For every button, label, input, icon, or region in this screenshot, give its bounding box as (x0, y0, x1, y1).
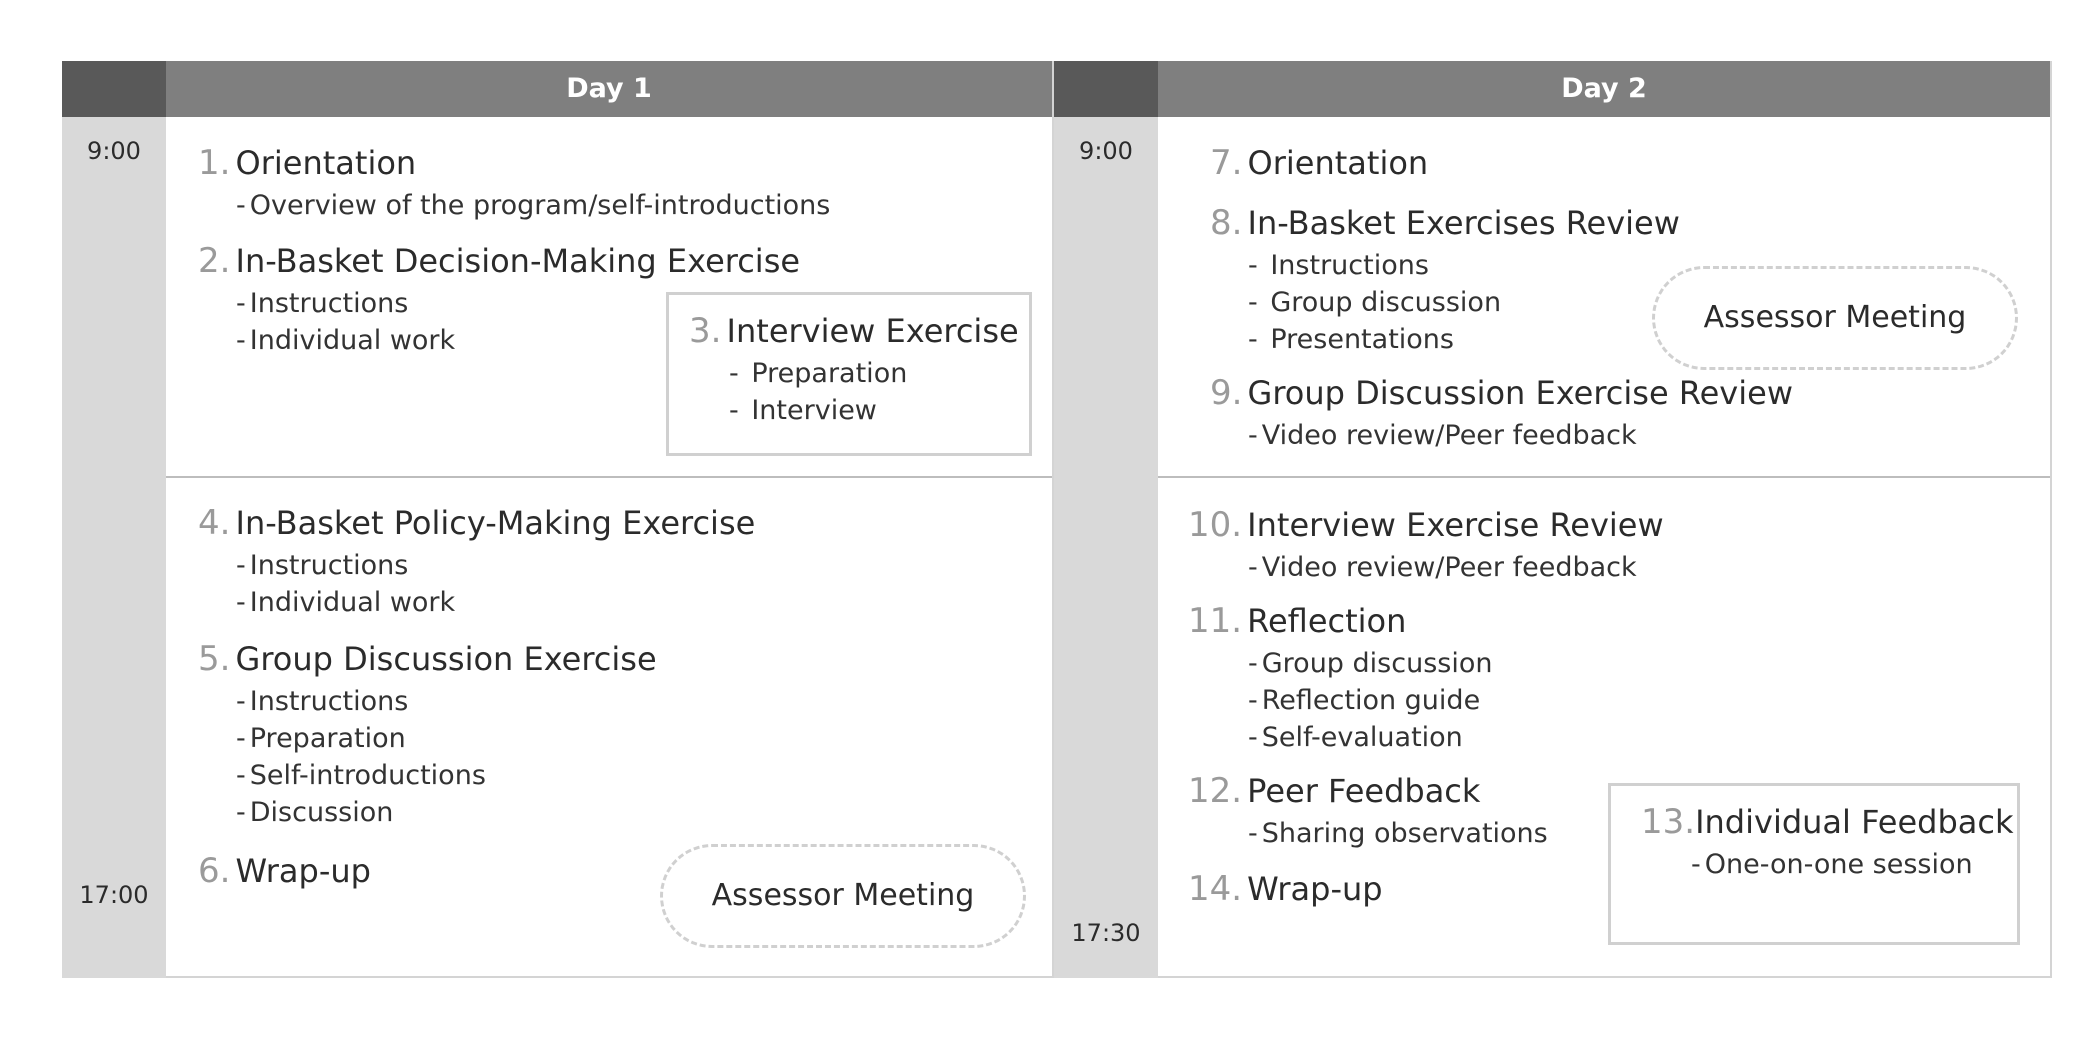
assessor-meeting-pill: Assessor Meeting (660, 844, 1026, 948)
session-subitem: - Individual work (236, 325, 456, 356)
session-title: Orientation (1247, 144, 1429, 182)
session-peer-feedback (1188, 771, 1548, 852)
session-title: Interview Exercise Review (1247, 506, 1664, 544)
session-subitem: - Individual work (236, 587, 456, 618)
session-title: Group Discussion Exercise Review (1247, 374, 1793, 412)
session-subitem: - Preparation (236, 723, 406, 754)
interview-exercise-box (666, 292, 1032, 456)
session-subitem: - Self-introductions (236, 760, 486, 791)
session-title: Reflection (1247, 602, 1407, 640)
session-subitem: - Instructions (236, 550, 409, 581)
session-number: 1. (198, 143, 231, 183)
session-in-basket-policy-making (198, 503, 755, 621)
session-group-discussion-review (1210, 373, 1793, 454)
session-number: 14. (1188, 869, 1243, 909)
session-subitem: - Instructions (1248, 250, 1429, 281)
day2-start-time: 9:00 (1079, 137, 1133, 165)
session-wrap-up-day1 (198, 851, 371, 891)
session-title: Peer Feedback (1247, 772, 1481, 810)
session-subitem: - Preparation (729, 358, 908, 389)
session-subitem: - Group discussion (1248, 648, 1493, 679)
session-title: Individual Feedback (1695, 803, 2014, 841)
session-subitem: - Interview (729, 395, 877, 426)
session-title: Wrap-up (1247, 870, 1383, 908)
session-subitem: - Reflection guide (1248, 685, 1481, 716)
session-title: In-Basket Policy-Making Exercise (235, 504, 756, 542)
day1-time-header (62, 61, 166, 117)
day2-time-column (1054, 61, 1158, 978)
session-subitem: - Discussion (236, 797, 394, 828)
session-subitem: - Group discussion (1248, 287, 1502, 318)
session-title: Group Discussion Exercise (235, 640, 657, 678)
session-subitem: - Sharing observations (1248, 818, 1548, 849)
session-subitem: - Presentations (1248, 324, 1454, 355)
session-orientation-day1 (198, 143, 830, 224)
day2-time-header (1054, 61, 1158, 117)
session-title: Wrap-up (235, 852, 371, 890)
day2-panel (1158, 61, 2052, 978)
session-subitem: - Instructions (236, 686, 409, 717)
session-wrap-up-day2 (1188, 869, 1383, 909)
session-title: Interview Exercise (726, 312, 1019, 350)
day1-time-column (62, 61, 166, 978)
session-subitem: - Video review/Peer feedback (1248, 552, 1637, 583)
session-in-basket-review (1210, 203, 1680, 358)
session-number: 7. (1210, 143, 1243, 183)
session-subitem: - Overview of the program/self-introductions (236, 190, 831, 221)
day2-header: Day 2 (1158, 61, 2050, 117)
session-group-discussion (198, 639, 657, 831)
session-interview-exercise (689, 311, 1019, 429)
session-interview-review (1188, 505, 1664, 586)
session-number: 5. (198, 639, 231, 679)
assessor-meeting-pill: Assessor Meeting (1652, 266, 2018, 370)
session-subitem: - One-on-one session (1691, 849, 1973, 880)
session-subitem: - Self-evaluation (1248, 722, 1463, 753)
individual-feedback-box (1608, 783, 2020, 945)
session-individual-feedback (1641, 802, 2013, 883)
day1-am-pm-divider (166, 476, 1052, 478)
session-number: 13. (1641, 802, 1696, 842)
session-number: 2. (198, 241, 231, 281)
session-subitem: - Instructions (236, 288, 409, 319)
session-title: Orientation (235, 144, 417, 182)
session-number: 6. (198, 851, 231, 891)
day1-start-time: 9:00 (87, 137, 141, 165)
session-number: 10. (1188, 505, 1243, 545)
day1-panel (166, 61, 1054, 978)
session-number: 8. (1210, 203, 1243, 243)
day1-end-time: 17:00 (79, 881, 149, 909)
session-number: 3. (689, 311, 722, 351)
session-title: In-Basket Exercises Review (1247, 204, 1680, 242)
day2-am-pm-divider (1158, 476, 2050, 478)
session-number: 12. (1188, 771, 1243, 811)
session-title: In-Basket Decision-Making Exercise (235, 242, 801, 280)
session-orientation-day2 (1210, 143, 1428, 183)
day2-end-time: 17:30 (1071, 919, 1141, 947)
session-reflection (1188, 601, 1492, 756)
session-number: 9. (1210, 373, 1243, 413)
session-number: 4. (198, 503, 231, 543)
session-subitem: - Video review/Peer feedback (1248, 420, 1637, 451)
session-number: 11. (1188, 601, 1243, 641)
day1-header: Day 1 (166, 61, 1052, 117)
